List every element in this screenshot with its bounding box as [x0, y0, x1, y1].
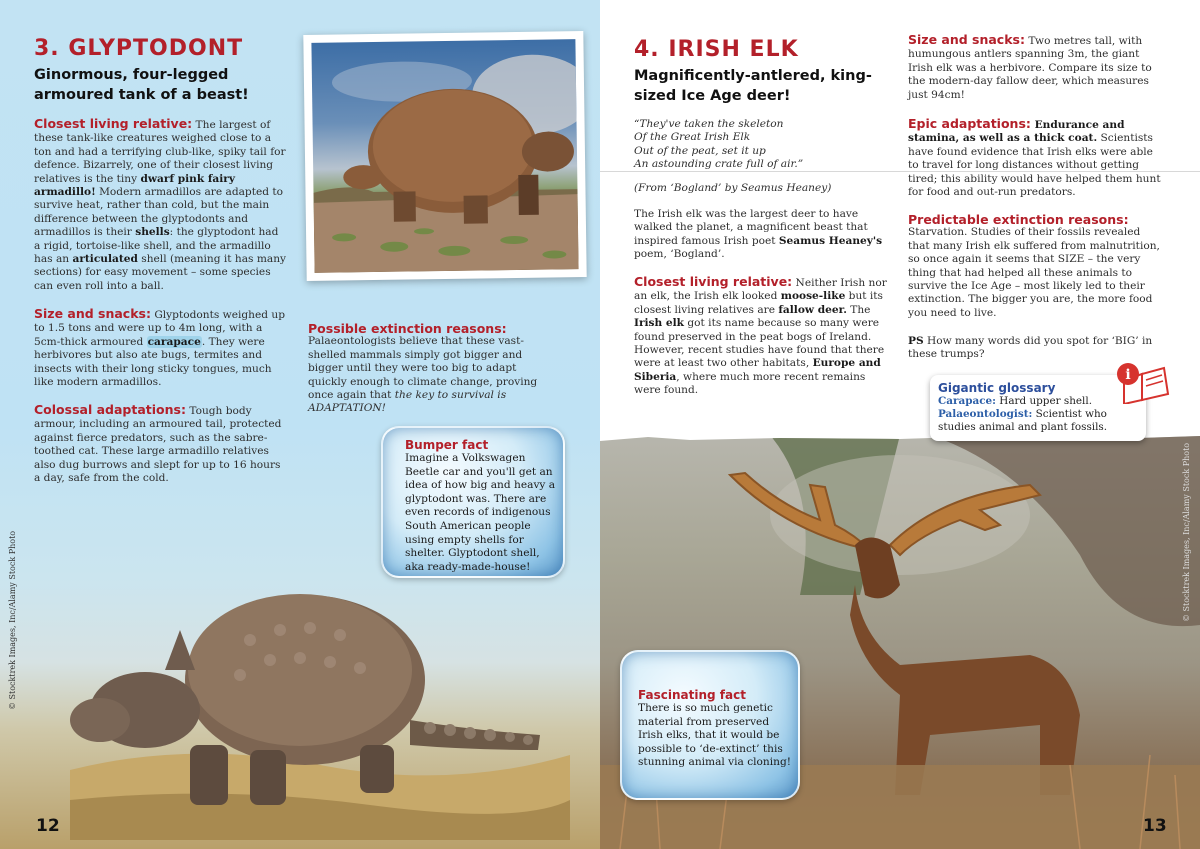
page-number: 13: [1143, 816, 1167, 836]
section-text: . They were herbivores but also ate bugs, termites and insects with their long sticky tongues, much like modern armadillos.: [34, 335, 272, 389]
photo-credit: © Stocktrek Images, Inc/Alamy Stock Photo: [8, 530, 17, 710]
poem-line: Out of the peat, set it up: [634, 144, 766, 157]
section-text: poem, ‘Bogland’.: [634, 248, 725, 261]
fact-title: Bumper fact: [405, 438, 489, 452]
glossary-title: Gigantic glossary: [938, 381, 1056, 395]
section-text: The Irish elk was the largest deer to have walked the planet, a magnificent beast that inspired famous Irish poet: [634, 208, 868, 247]
section-label: Size and snacks:: [908, 32, 1025, 47]
section-text: shell (meaning it has many sections) for easy movement – some species can even roll into a ball.: [34, 253, 287, 292]
section-text: Tough body armour, including an armoured tail, protected against fierce predators, such as the sabre-toothed cat. These large armadillo relatives also dug burrows and slept for up to 16 hours a day, safe from the cold.: [34, 405, 282, 485]
glyptodont-header: [34, 37, 294, 105]
glyptodont-photo: [303, 31, 586, 281]
glossary-definition: Scientist who studies animal and plant fossils.: [938, 408, 1108, 433]
section-text: Two metres tall, with humungous antlers spanning 3m, the giant Irish elk was a herbivore. Compare its size to the modern-day fallow deer, which measures just 94cm!: [908, 35, 1152, 101]
section-label: Predictable extinction reasons:: [908, 212, 1129, 227]
ps-note: [908, 335, 1164, 362]
fact-text: Imagine a Volkswagen Beetle car and you'll get an idea of how big and heavy a glyptodont was. There are even records of indigenous South American people using empty shells for shelter. Glyptodont shell, aka ready-made-house!: [405, 452, 556, 573]
section-text: Glyptodonts weighed up to 1.5 tons and were up to 4m long, with a 5cm-thick armoured: [34, 309, 285, 348]
section-label: Closest living relative:: [34, 116, 193, 131]
page-right: [600, 0, 1200, 849]
info-book-icon: [1114, 362, 1172, 404]
irish-elk-header: [634, 38, 894, 106]
bold-text: articulated: [72, 253, 138, 266]
photo-credit: © Stocktrek Images, Inc/Alamy Stock Photo: [1182, 442, 1191, 622]
glyptodont-photo-image: [311, 39, 578, 273]
page-title: 4. IRISH ELK: [634, 37, 799, 62]
bold-text: Irish elk: [634, 317, 685, 330]
glyptodont-illustration-large: [70, 570, 570, 840]
section-text: How many words did you spot for ‘BIG’ in these trumps?: [908, 335, 1153, 361]
bold-text: moose-like: [780, 290, 846, 303]
section-text: Palaeontologists believe that these vast-shelled mammals simply got bigger and bigger until they were too big to adapt quickly enough to climate change, proving once again that: [308, 335, 538, 402]
bold-text: Seamus Heaney's: [778, 234, 883, 247]
section-text: Modern armadillos are adapted to survive heat, rather than cold, but the main difference between the glyptodonts and armadillos is their: [34, 186, 284, 239]
size-snacks-section: [908, 33, 1164, 102]
italic-text: the key to survival is ADAPTATION!: [308, 389, 507, 415]
glossary-term: Carapace:: [938, 395, 996, 407]
section-text: Scientists have found evidence that Irish elks were able to travel for long distances without getting tired; this ability would have helped them hunt for food and out-run predators.: [908, 132, 1161, 199]
page-title: 3. GLYPTODONT: [34, 36, 244, 61]
section-label: Epic adaptations:: [908, 116, 1031, 131]
poem-excerpt: [634, 118, 884, 172]
section-label: Size and snacks:: [34, 306, 151, 321]
section-label: Colossal adaptations:: [34, 402, 186, 417]
section-text: , where much more recent remains were found.: [634, 370, 866, 397]
section-text: Neither Irish nor an elk, the Irish elk looked: [634, 277, 887, 303]
bold-text: dwarf pink fairy armadillo!: [34, 172, 236, 199]
section-text: The largest of these tank-like creatures weighed close to a ton and had a terrifying club-like, spiky tail for defence. Bizarrely, one of their closest living relatives is the tiny: [34, 119, 286, 185]
extinction-section: [908, 213, 1164, 320]
section-text: got its name because so many were found preserved in the peat bogs of Ireland. However, recent studies have found that there were at least two other habitats,: [634, 317, 885, 370]
bold-text: Endurance and stamina, as well as a thick coat.: [908, 119, 1125, 145]
glossary-entry: [938, 408, 1138, 434]
glossary-term-highlight: carapace: [147, 335, 201, 348]
section-text: : the glyptodont had a rigid, tortoise-like shell, and the armadillo has an: [34, 226, 279, 266]
adaptations-section: [908, 117, 1164, 199]
glossary-entry: [938, 395, 1138, 408]
section-text: The: [846, 303, 871, 316]
page-subtitle: Ginormous, four-legged armoured tank of a beast!: [34, 67, 249, 103]
bold-text: Europe and Siberia: [634, 357, 881, 383]
bumper-fact-box: [381, 426, 565, 578]
glossary-definition: Hard upper shell.: [995, 395, 1093, 407]
fact-text: There is so much genetic material from preserved Irish elks, that it would be possible to ‘de-extinct’ this stunning animal via cloning!: [638, 702, 791, 769]
bold-text: shells: [135, 226, 170, 239]
poem-line: An astounding crate full of air.”: [634, 158, 804, 171]
glyptodont-illustration: [311, 39, 578, 273]
bold-text: PS: [908, 335, 924, 347]
poem-line: Of the Great Irish Elk: [634, 131, 751, 144]
section-label: Closest living relative:: [634, 274, 793, 289]
poem-source: (From ‘Bogland’ by Seamus Heaney): [634, 182, 832, 194]
page-number: 12: [36, 816, 60, 836]
fact-title: Fascinating fact: [638, 688, 746, 702]
section-text: but its closest living relatives are: [634, 290, 883, 316]
size-snacks-section: [34, 307, 288, 389]
section-text: Starvation. Studies of their fossils revealed that many Irish elk suffered from malnutrition, so once again it seems that SIZE – the very thing that had helped all these animals to survive the Ice Age – most likely led to their extinction. The bigger you are, the more food you need to live.: [908, 226, 1160, 319]
svg-text:i: i: [1125, 367, 1131, 383]
intro-section: [634, 208, 890, 262]
poem-line: “They've taken the skeleton: [634, 118, 784, 130]
adaptations-section: [34, 403, 288, 485]
closest-relative-section: [634, 275, 890, 398]
page-subtitle: Magnificently-antlered, king-sized Ice Age deer!: [634, 68, 872, 104]
extinction-section: [308, 322, 550, 416]
closest-relative-section: [34, 117, 288, 293]
section-label: Possible extinction reasons:: [308, 321, 507, 336]
bold-text: fallow deer.: [778, 303, 847, 316]
glossary-term: Palaeontologist:: [938, 408, 1033, 420]
fascinating-fact-box: [620, 650, 800, 800]
